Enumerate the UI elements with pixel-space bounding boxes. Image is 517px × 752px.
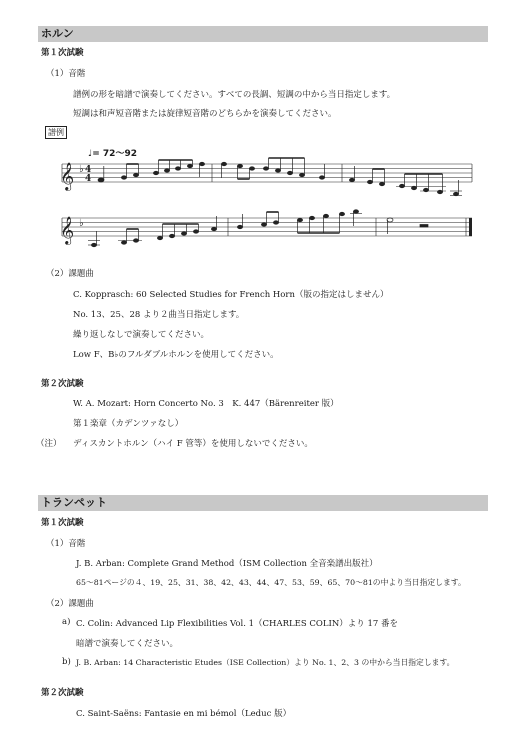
horn-scale-heading: （1）音階 [46,69,86,79]
horn-scale-line1: 譜例の形を暗譜で演奏してください。すべての長調、短調の中から当日指定します。 [73,90,396,100]
trumpet-etude-a-line2: 暗譜で演奏してください。 [76,639,179,649]
trumpet-scale-heading: （1）音階 [46,539,86,549]
trumpet-etude-a-mark: a) [62,617,71,627]
trumpet-etude-heading: （2）課題曲 [46,599,94,609]
horn-etude-line1: C. Kopprasch: 60 Selected Studies for French Horn（版の指定はしません） [73,290,389,300]
horn-note-mark: （注） [36,439,62,449]
example-label: 譜例 [45,126,67,139]
trumpet-scale-line1: J. B. Arban: Complete Grand Method（ISM Collection 全音楽譜出版社） [76,559,378,569]
svg-text:4: 4 [85,174,92,184]
horn-round2-line2: 第１楽章（カデンツァなし） [73,419,184,429]
horn-etude-line2: No. 13、25、28 より２曲当日指定します。 [73,310,245,320]
horn-section-title: ホルン [38,26,488,42]
horn-etude-line4: Low F、B♭のフルダブルホルンを使用してください。 [73,350,279,360]
svg-text:𝄞: 𝄞 [60,216,75,244]
horn-round2-line1: W. A. Mozart: Horn Concerto No. 3 K. 447（Bärenreiter 版） [73,399,339,409]
horn-note-text: ディスカントホルン（ハイ F 管等）を使用しないでください。 [73,439,313,449]
svg-text:♭: ♭ [79,218,84,229]
svg-text:4: 4 [85,165,92,175]
horn-round2-heading: 第２次試験 [41,379,84,389]
horn-etude-line3: 繰り返しなしで演奏してください。 [73,330,210,340]
trumpet-etude-b-line1: J. B. Arban: 14 Characteristic Etudes（ISE Collection）より No. 1、2、3 の中から当日指定します。 [76,658,455,667]
svg-text:♭: ♭ [79,164,84,175]
trumpet-section-title: トランペット [38,495,488,511]
trumpet-round1-heading: 第１次試験 [41,518,84,528]
tempo-marking: ♩= 72〜92 [88,149,137,159]
horn-etude-heading: （2）課題曲 [46,269,94,279]
trumpet-etude-b-mark: b) [62,657,71,667]
svg-text:𝄞: 𝄞 [60,162,75,190]
horn-round1-heading: 第１次試験 [41,48,84,58]
trumpet-round2-line1: C. Saint-Saëns: Fantasie en mi bémol（Leduc 版） [76,709,292,719]
trumpet-etude-a-line1: C. Colin: Advanced Lip Flexibilities Vol. 1（CHARLES COLIN）より 17 番を [76,619,399,629]
horn-scale-line2: 短調は和声短音階または旋律短音階のどちらかを演奏してください。 [73,109,337,119]
trumpet-round2-heading: 第２次試験 [41,688,84,698]
trumpet-scale-line2: 65〜81ページの４、19、25、31、38、42、43、44、47、53、59、65、70〜81の中より当日指定します。 [76,578,466,587]
